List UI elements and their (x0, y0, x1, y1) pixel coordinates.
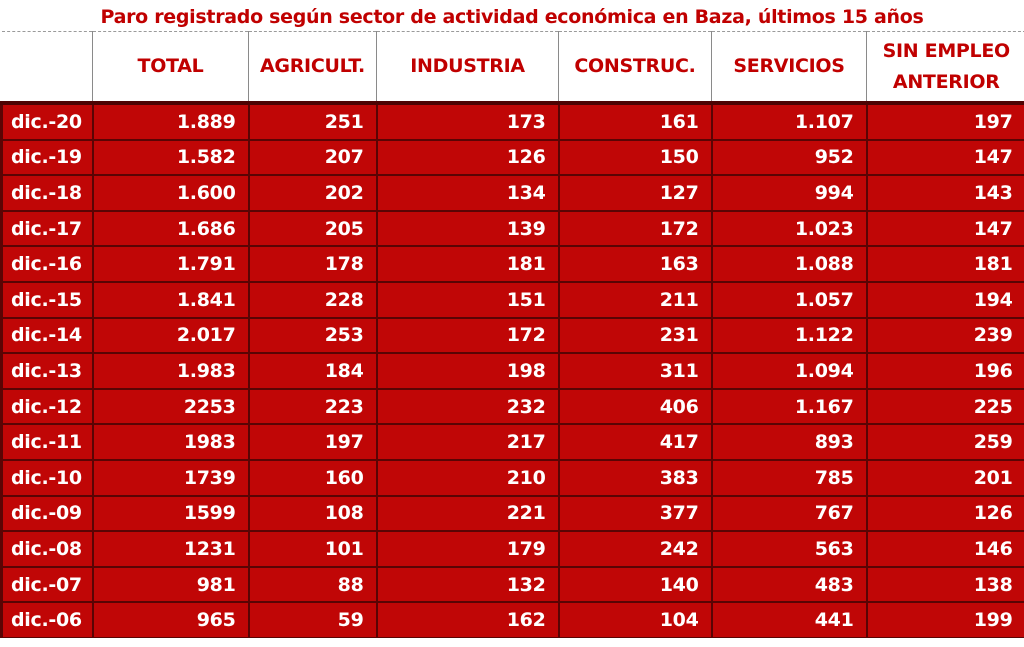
table-row (2, 175, 1024, 211)
data-cell: 1.791 (93, 246, 249, 282)
data-cell: 147 (867, 140, 1024, 176)
data-cell: 1.122 (712, 318, 867, 354)
data-cell: 311 (559, 353, 712, 389)
column-header-construc: CONSTRUC. (559, 32, 712, 104)
data-cell: 785 (712, 460, 867, 496)
data-cell: 150 (559, 140, 712, 176)
data-cell: 1.107 (712, 103, 867, 140)
data-cell: 217 (377, 424, 559, 460)
row-label: dic.-19 (2, 140, 93, 176)
data-cell: 1.057 (712, 282, 867, 318)
column-header-industria: INDUSTRIA (377, 32, 559, 104)
data-cell: 181 (867, 246, 1024, 282)
data-cell: 383 (559, 460, 712, 496)
data-cell: 1.889 (93, 103, 249, 140)
data-cell: 1739 (93, 460, 249, 496)
data-cell: 196 (867, 353, 1024, 389)
data-cell: 994 (712, 175, 867, 211)
data-cell: 1.094 (712, 353, 867, 389)
table-row (2, 103, 1024, 140)
data-cell: 146 (867, 531, 1024, 567)
data-cell: 1.686 (93, 211, 249, 247)
data-cell: 108 (249, 496, 377, 532)
data-cell: 767 (712, 496, 867, 532)
data-cell: 199 (867, 602, 1024, 637)
data-cell: 483 (712, 567, 867, 603)
data-cell: 184 (249, 353, 377, 389)
row-label: dic.-11 (2, 424, 93, 460)
data-cell: 143 (867, 175, 1024, 211)
data-cell: 417 (559, 424, 712, 460)
data-cell: 1231 (93, 531, 249, 567)
data-cell: 205 (249, 211, 377, 247)
data-cell: 207 (249, 140, 377, 176)
data-cell: 239 (867, 318, 1024, 354)
data-cell: 202 (249, 175, 377, 211)
table-row (2, 602, 1024, 637)
table-row (2, 567, 1024, 603)
data-cell: 893 (712, 424, 867, 460)
row-label: dic.-16 (2, 246, 93, 282)
data-cell: 101 (249, 531, 377, 567)
data-cell: 147 (867, 211, 1024, 247)
data-cell: 197 (249, 424, 377, 460)
data-cell: 406 (559, 389, 712, 425)
table-row (2, 353, 1024, 389)
column-header-servicios: SERVICIOS (712, 32, 867, 104)
data-cell: 138 (867, 567, 1024, 603)
table-row (2, 496, 1024, 532)
table-row (2, 389, 1024, 425)
data-cell: 242 (559, 531, 712, 567)
data-cell: 221 (377, 496, 559, 532)
data-cell: 194 (867, 282, 1024, 318)
data-cell: 59 (249, 602, 377, 637)
data-cell: 132 (377, 567, 559, 603)
data-cell: 173 (377, 103, 559, 140)
data-cell: 377 (559, 496, 712, 532)
row-label: dic.-13 (2, 353, 93, 389)
data-cell: 198 (377, 353, 559, 389)
row-label: dic.-09 (2, 496, 93, 532)
table-row (2, 282, 1024, 318)
table-row (2, 246, 1024, 282)
data-cell: 1599 (93, 496, 249, 532)
data-cell: 178 (249, 246, 377, 282)
row-label: dic.-20 (2, 103, 93, 140)
row-label: dic.-17 (2, 211, 93, 247)
data-cell: 134 (377, 175, 559, 211)
data-cell: 126 (867, 496, 1024, 532)
data-cell: 172 (377, 318, 559, 354)
table-body (2, 103, 1024, 637)
data-cell: 1.600 (93, 175, 249, 211)
column-header-total: TOTAL (93, 32, 249, 104)
data-cell: 225 (867, 389, 1024, 425)
data-cell: 139 (377, 211, 559, 247)
data-cell: 162 (377, 602, 559, 637)
data-cell: 563 (712, 531, 867, 567)
unemployment-by-sector-table (0, 31, 1024, 638)
data-cell: 126 (377, 140, 559, 176)
data-cell: 1.582 (93, 140, 249, 176)
data-cell: 1.841 (93, 282, 249, 318)
data-cell: 1.983 (93, 353, 249, 389)
data-cell: 104 (559, 602, 712, 637)
data-cell: 201 (867, 460, 1024, 496)
data-cell: 151 (377, 282, 559, 318)
data-cell: 179 (377, 531, 559, 567)
data-cell: 952 (712, 140, 867, 176)
data-cell: 163 (559, 246, 712, 282)
data-cell: 211 (559, 282, 712, 318)
data-cell: 161 (559, 103, 712, 140)
data-cell: 127 (559, 175, 712, 211)
data-cell: 251 (249, 103, 377, 140)
data-cell: 965 (93, 602, 249, 637)
header-row (2, 32, 1024, 104)
data-cell: 181 (377, 246, 559, 282)
table-row (2, 211, 1024, 247)
corner-cell (2, 32, 93, 104)
column-header-agricult: AGRICULT. (249, 32, 377, 104)
data-cell: 172 (559, 211, 712, 247)
data-cell: 259 (867, 424, 1024, 460)
row-label: dic.-08 (2, 531, 93, 567)
data-cell: 1.088 (712, 246, 867, 282)
row-label: dic.-10 (2, 460, 93, 496)
data-cell: 232 (377, 389, 559, 425)
row-label: dic.-15 (2, 282, 93, 318)
table-row (2, 460, 1024, 496)
data-cell: 1983 (93, 424, 249, 460)
data-cell: 223 (249, 389, 377, 425)
table-row (2, 424, 1024, 460)
data-cell: 2253 (93, 389, 249, 425)
data-cell: 160 (249, 460, 377, 496)
data-cell: 253 (249, 318, 377, 354)
data-cell: 210 (377, 460, 559, 496)
column-header-sin-empleo-anterior: SIN EMPLEO ANTERIOR (867, 32, 1024, 104)
row-label: dic.-06 (2, 602, 93, 637)
page-title: Paro registrado según sector de actividad económica en Baza, últimos 15 años (100, 6, 924, 28)
data-cell: 981 (93, 567, 249, 603)
data-cell: 441 (712, 602, 867, 637)
data-cell: 1.167 (712, 389, 867, 425)
data-cell: 231 (559, 318, 712, 354)
row-label: dic.-14 (2, 318, 93, 354)
table-row (2, 140, 1024, 176)
row-label: dic.-07 (2, 567, 93, 603)
table-row (2, 531, 1024, 567)
data-cell: 228 (249, 282, 377, 318)
row-label: dic.-18 (2, 175, 93, 211)
data-cell: 197 (867, 103, 1024, 140)
data-cell: 88 (249, 567, 377, 603)
row-label: dic.-12 (2, 389, 93, 425)
data-cell: 1.023 (712, 211, 867, 247)
data-cell: 2.017 (93, 318, 249, 354)
data-cell: 140 (559, 567, 712, 603)
table-row (2, 318, 1024, 354)
